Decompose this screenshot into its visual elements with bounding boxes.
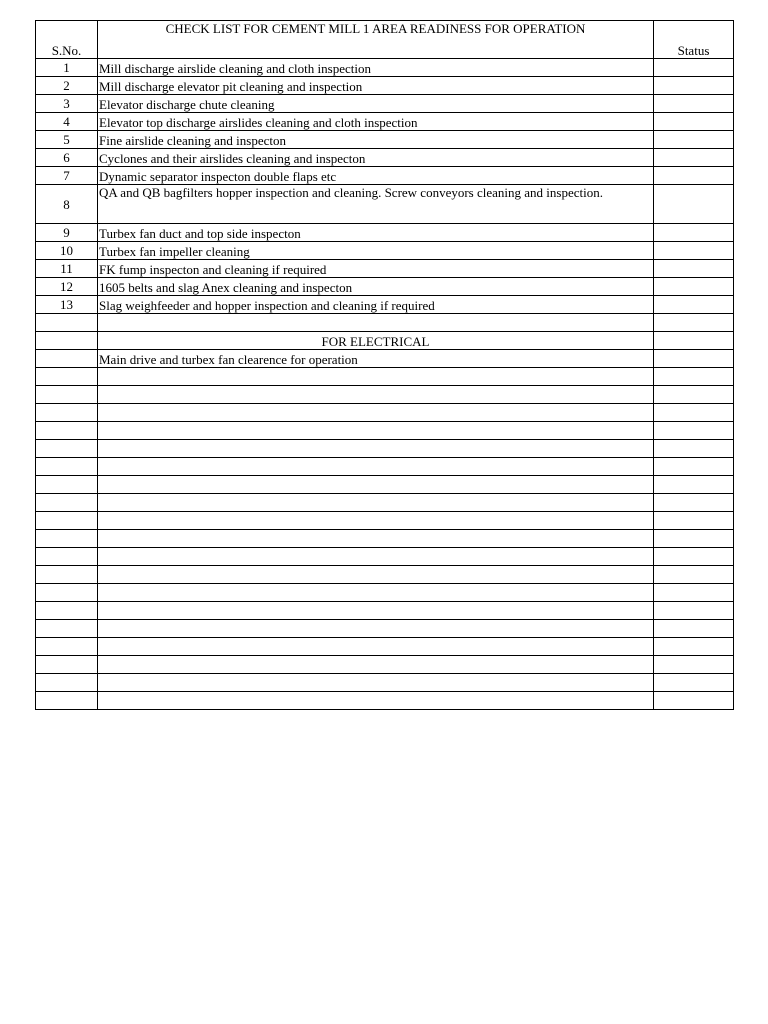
table-row bbox=[36, 59, 734, 77]
table-row bbox=[36, 113, 734, 131]
status-cell[interactable] bbox=[654, 692, 734, 710]
table-row bbox=[36, 224, 734, 242]
task-description: Mill discharge airslide cleaning and cloth inspection bbox=[98, 59, 654, 77]
sno-header: S.No. bbox=[36, 21, 98, 59]
task-description bbox=[98, 674, 654, 692]
table-row bbox=[36, 77, 734, 95]
table-row bbox=[36, 242, 734, 260]
serial-number bbox=[36, 566, 98, 584]
checklist-title: CHECK LIST FOR CEMENT MILL 1 AREA READINESS FOR OPERATION bbox=[98, 21, 654, 59]
serial-number: 10 bbox=[36, 242, 98, 260]
table-row bbox=[36, 296, 734, 314]
task-description bbox=[98, 440, 654, 458]
status-cell[interactable] bbox=[654, 386, 734, 404]
status-cell[interactable] bbox=[654, 602, 734, 620]
empty-row bbox=[36, 314, 734, 332]
empty-row bbox=[36, 512, 734, 530]
empty-row bbox=[36, 656, 734, 674]
task-description: Elevator top discharge airslides cleaning and cloth inspection bbox=[98, 113, 654, 131]
table-row bbox=[36, 95, 734, 113]
serial-number: 4 bbox=[36, 113, 98, 131]
status-cell[interactable] bbox=[654, 404, 734, 422]
status-cell[interactable] bbox=[654, 566, 734, 584]
serial-number bbox=[36, 440, 98, 458]
task-description: Cyclones and their airslides cleaning and inspecton bbox=[98, 149, 654, 167]
serial-number bbox=[36, 494, 98, 512]
task-description: Mill discharge elevator pit cleaning and inspection bbox=[98, 77, 654, 95]
serial-number: 3 bbox=[36, 95, 98, 113]
empty-row bbox=[36, 620, 734, 638]
serial-number bbox=[36, 332, 98, 350]
table-row bbox=[36, 149, 734, 167]
electrical-section-heading: FOR ELECTRICAL bbox=[98, 332, 654, 350]
status-cell[interactable] bbox=[654, 620, 734, 638]
task-description: QA and QB bagfilters hopper inspection and cleaning. Screw conveyors cleaning and inspection. bbox=[98, 185, 654, 224]
status-cell[interactable] bbox=[654, 674, 734, 692]
task-description bbox=[98, 584, 654, 602]
status-cell[interactable] bbox=[654, 530, 734, 548]
status-cell[interactable] bbox=[654, 512, 734, 530]
task-description bbox=[98, 458, 654, 476]
task-description bbox=[98, 476, 654, 494]
status-cell[interactable] bbox=[654, 422, 734, 440]
empty-row bbox=[36, 638, 734, 656]
table-row bbox=[36, 185, 734, 224]
task-description bbox=[98, 620, 654, 638]
empty-row bbox=[36, 440, 734, 458]
status-cell[interactable] bbox=[654, 260, 734, 278]
task-description bbox=[98, 314, 654, 332]
serial-number bbox=[36, 548, 98, 566]
serial-number bbox=[36, 422, 98, 440]
status-cell[interactable] bbox=[654, 242, 734, 260]
empty-row bbox=[36, 530, 734, 548]
task-description bbox=[98, 404, 654, 422]
status-cell[interactable] bbox=[654, 296, 734, 314]
task-description bbox=[98, 602, 654, 620]
serial-number bbox=[36, 674, 98, 692]
task-description bbox=[98, 386, 654, 404]
serial-number: 9 bbox=[36, 224, 98, 242]
serial-number bbox=[36, 512, 98, 530]
task-description: Elevator discharge chute cleaning bbox=[98, 95, 654, 113]
status-cell[interactable] bbox=[654, 548, 734, 566]
serial-number: 7 bbox=[36, 167, 98, 185]
serial-number bbox=[36, 314, 98, 332]
status-cell[interactable] bbox=[654, 95, 734, 113]
status-cell[interactable] bbox=[654, 350, 734, 368]
serial-number bbox=[36, 692, 98, 710]
task-description bbox=[98, 368, 654, 386]
serial-number: 6 bbox=[36, 149, 98, 167]
table-row bbox=[36, 131, 734, 149]
status-cell[interactable] bbox=[654, 584, 734, 602]
status-cell[interactable] bbox=[654, 131, 734, 149]
task-description: Dynamic separator inspecton double flaps etc bbox=[98, 167, 654, 185]
empty-row bbox=[36, 548, 734, 566]
status-cell[interactable] bbox=[654, 224, 734, 242]
checklist-table bbox=[35, 20, 734, 710]
serial-number: 2 bbox=[36, 77, 98, 95]
status-cell[interactable] bbox=[654, 368, 734, 386]
task-description bbox=[98, 566, 654, 584]
serial-number bbox=[36, 458, 98, 476]
section-heading-row bbox=[36, 332, 734, 350]
task-description: Turbex fan duct and top side inspecton bbox=[98, 224, 654, 242]
task-description: FK fump inspecton and cleaning if required bbox=[98, 260, 654, 278]
serial-number bbox=[36, 620, 98, 638]
task-description: Slag weighfeeder and hopper inspection and cleaning if required bbox=[98, 296, 654, 314]
task-description bbox=[98, 494, 654, 512]
empty-row bbox=[36, 602, 734, 620]
serial-number: 12 bbox=[36, 278, 98, 296]
task-description: Turbex fan impeller cleaning bbox=[98, 242, 654, 260]
task-description: Main drive and turbex fan clearence for operation bbox=[98, 350, 654, 368]
serial-number bbox=[36, 368, 98, 386]
empty-row bbox=[36, 404, 734, 422]
status-cell[interactable] bbox=[654, 59, 734, 77]
status-cell[interactable] bbox=[654, 185, 734, 224]
status-cell[interactable] bbox=[654, 113, 734, 131]
empty-row bbox=[36, 386, 734, 404]
status-cell[interactable] bbox=[654, 314, 734, 332]
empty-row bbox=[36, 368, 734, 386]
serial-number bbox=[36, 386, 98, 404]
task-description bbox=[98, 638, 654, 656]
status-cell[interactable] bbox=[654, 332, 734, 350]
task-description bbox=[98, 512, 654, 530]
task-description bbox=[98, 422, 654, 440]
empty-row bbox=[36, 476, 734, 494]
status-cell[interactable] bbox=[654, 656, 734, 674]
empty-row bbox=[36, 494, 734, 512]
serial-number: 5 bbox=[36, 131, 98, 149]
status-cell[interactable] bbox=[654, 440, 734, 458]
task-description bbox=[98, 548, 654, 566]
status-header: Status bbox=[654, 21, 734, 59]
status-cell[interactable] bbox=[654, 638, 734, 656]
task-description: 1605 belts and slag Anex cleaning and inspecton bbox=[98, 278, 654, 296]
serial-number bbox=[36, 584, 98, 602]
empty-row bbox=[36, 674, 734, 692]
table-row bbox=[36, 167, 734, 185]
empty-row bbox=[36, 422, 734, 440]
serial-number: 8 bbox=[36, 185, 98, 224]
serial-number: 11 bbox=[36, 260, 98, 278]
serial-number bbox=[36, 602, 98, 620]
task-description bbox=[98, 530, 654, 548]
serial-number bbox=[36, 350, 98, 368]
status-cell[interactable] bbox=[654, 458, 734, 476]
empty-row bbox=[36, 458, 734, 476]
serial-number: 13 bbox=[36, 296, 98, 314]
status-cell[interactable] bbox=[654, 476, 734, 494]
blank-rows bbox=[36, 368, 734, 710]
serial-number bbox=[36, 476, 98, 494]
task-description bbox=[98, 656, 654, 674]
table-row bbox=[36, 260, 734, 278]
task-description: Fine airslide cleaning and inspecton bbox=[98, 131, 654, 149]
empty-row bbox=[36, 692, 734, 710]
serial-number bbox=[36, 638, 98, 656]
task-description bbox=[98, 692, 654, 710]
empty-row bbox=[36, 566, 734, 584]
serial-number bbox=[36, 656, 98, 674]
header-row bbox=[36, 21, 734, 59]
table-row bbox=[36, 278, 734, 296]
serial-number bbox=[36, 404, 98, 422]
serial-number: 1 bbox=[36, 59, 98, 77]
status-cell[interactable] bbox=[654, 494, 734, 512]
empty-row bbox=[36, 584, 734, 602]
status-cell[interactable] bbox=[654, 167, 734, 185]
status-cell[interactable] bbox=[654, 77, 734, 95]
table-row bbox=[36, 350, 734, 368]
serial-number bbox=[36, 530, 98, 548]
status-cell[interactable] bbox=[654, 149, 734, 167]
status-cell[interactable] bbox=[654, 278, 734, 296]
